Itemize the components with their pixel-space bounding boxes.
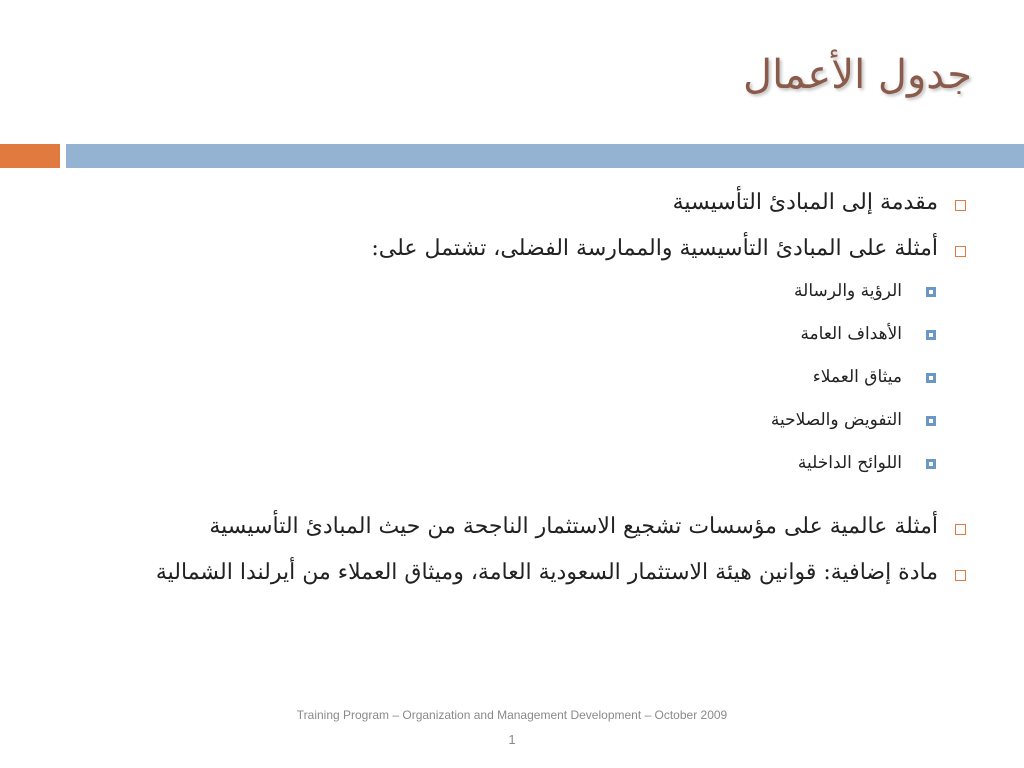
sub-bullet-item — [70, 450, 972, 476]
sub-bullet-item — [70, 407, 972, 433]
square-bullet-icon — [955, 524, 966, 535]
sub-bullet-text: الرؤية والرسالة — [794, 281, 902, 301]
filled-square-bullet-icon — [926, 287, 936, 297]
bullet-text: أمثلة على المبادئ التأسيسية والممارسة الفضلى، تشتمل على: — [371, 236, 938, 261]
slide-content — [70, 186, 972, 602]
sub-bullet-text: الأهداف العامة — [800, 324, 902, 344]
filled-square-bullet-icon — [926, 373, 936, 383]
square-bullet-icon — [955, 246, 966, 257]
sub-bullet-list — [70, 278, 972, 476]
square-bullet-icon — [955, 200, 966, 211]
bullet-item — [70, 232, 972, 266]
square-bullet-icon — [955, 570, 966, 581]
sub-bullet-item — [70, 321, 972, 347]
bullet-text: أمثلة عالمية على مؤسسات تشجيع الاستثمار الناجحة من حيث المبادئ التأسيسية — [209, 514, 938, 539]
filled-square-bullet-icon — [926, 416, 936, 426]
sub-bullet-item — [70, 278, 972, 304]
bullet-item — [70, 510, 972, 544]
sub-bullet-text: التفويض والصلاحية — [770, 410, 902, 430]
header-accent-orange-bar — [0, 144, 60, 168]
slide-footer: Training Program – Organization and Management Development – October 2009 — [296, 708, 728, 722]
sub-bullet-item — [70, 364, 972, 390]
bullet-text: مقدمة إلى المبادئ التأسيسية — [672, 190, 938, 215]
sub-bullet-text: اللوائح الداخلية — [797, 453, 902, 473]
filled-square-bullet-icon — [926, 459, 936, 469]
slide-title: جدول الأعمال — [743, 52, 972, 98]
page-number: 1 — [508, 732, 516, 747]
sub-bullet-text: ميثاق العملاء — [812, 367, 902, 387]
filled-square-bullet-icon — [926, 330, 936, 340]
bullet-item — [70, 556, 972, 590]
bullet-text: مادة إضافية: قوانين هيئة الاستثمار السعودية العامة، وميثاق العملاء من أيرلندا الشمالية — [155, 560, 938, 585]
header-accent-blue-bar — [66, 144, 1024, 168]
bullet-item — [70, 186, 972, 220]
